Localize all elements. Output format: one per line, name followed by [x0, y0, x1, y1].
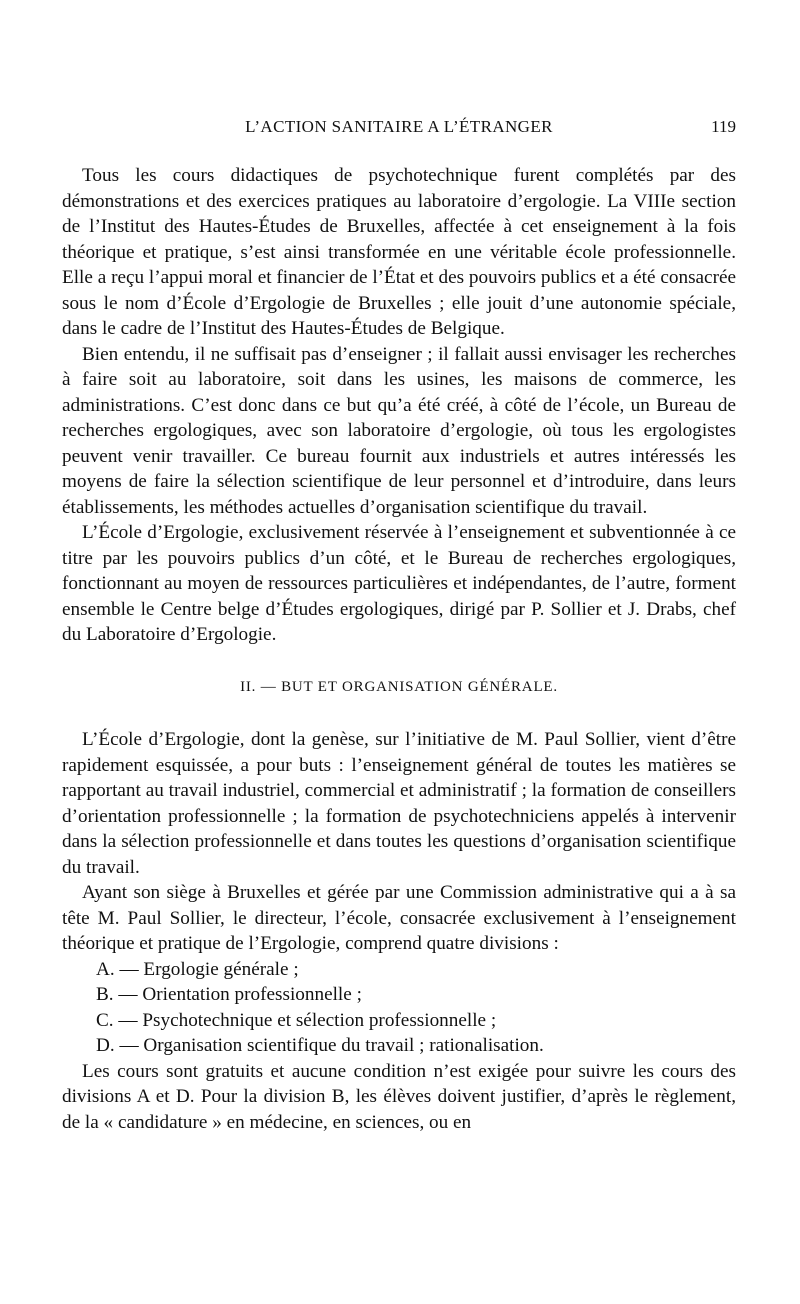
closing-paragraph: Les cours sont gratuits et aucune condition n’est exigée pour suivre les cours des divisions A et D. Pour la division B, les élèves doivent justifier, d’après le règlement, de la « candidature » en médecine, en sciences, ou en — [62, 1060, 736, 1133]
paragraph-5: Ayant son siège à Bruxelles et gérée par une Commission administrative qui a à sa tête M. Paul Sollier, le directeur, l’école, consacrée exclusivement à l’enseignement théorique et pratique de l’Ergologie, comprend quatre divisions : — [62, 882, 736, 954]
paragraph-2: Bien entendu, il ne suffisait pas d’enseigner ; il fallait aussi envisager les recherches à faire soit au laboratoire, soit dans les usines, les maisons de commerce, les administrations. C’est donc dans ce but qu’a été créé, à côté de l’école, un Bureau de recherches ergologiques, avec son laboratoire d’ergologie, où tous les ergologistes peuvent venir travailler. Ce bureau fournit aux industriels et autres intéressés les moyens de faire la sélection scientifique de leur personnel et d’introduire, dans leurs établissements, les méthodes actuelles d’organisation scientifique du travail. — [62, 343, 736, 518]
paragraph-3: L’École d’Ergologie, exclusivement réservée à l’enseignement et subventionnée à ce titre par les pouvoirs publics d’un côté, et le Bureau de recherches ergologiques, fonctionnant au moyen de ressources particulières et indépendantes, de l’autre, forment ensemble le Centre belge d’Études ergologiques, dirigé par P. Sollier et J. Drabs, chef du Laboratoire d’Ergologie. — [62, 522, 736, 645]
division-item-b: B. — Orientation professionnelle ; — [96, 984, 362, 1005]
section-heading: II. — BUT ET ORGANISATION GÉNÉRALE. — [240, 678, 558, 695]
page-number: 119 — [711, 117, 736, 136]
paragraph-4: L’École d’Ergologie, dont la genèse, sur l’initiative de M. Paul Sollier, vient d’être rapidement esquissée, a pour buts : l’enseignement général de toutes les matières se rapportant au travail industriel, commercial et administratif ; la formation de conseillers d’orientation professionnelle ; la formation de psychotechniciens appelés à intervenir dans la sélection professionnelle et dans toutes les questions d’organisation scientifique du travail. — [62, 729, 736, 878]
body-text — [62, 163, 736, 1135]
division-item-c: C. — Psychotechnique et sélection professionnelle ; — [96, 1009, 497, 1031]
running-title: L’ACTION SANITAIRE A L’ÉTRANGER — [245, 117, 553, 136]
division-item-d: D. — Organisation scientifique du travail ; rationalisation. — [96, 1035, 544, 1056]
division-item-a: A. — Ergologie générale ; — [96, 958, 299, 980]
paragraph-1: Tous les cours didactiques de psychotechnique furent complétés par des démonstrations et des exercices pratiques au laboratoire d’ergologie. La VIIIe section de l’Institut des Hautes-Études de Bruxelles, affectée à cet enseignement à la fois théorique et pratique, s’est ainsi transformée en une véritable école professionnelle. Elle a reçu l’appui moral et financier de l’État et des pouvoirs publics et a été consacrée sous le nom d’École d’Ergologie de Bruxelles ; elle jouit d’une autonomie spéciale, dans le cadre de l’Institut des Hautes-Études de Belgique. — [62, 165, 736, 339]
running-head — [62, 117, 736, 145]
